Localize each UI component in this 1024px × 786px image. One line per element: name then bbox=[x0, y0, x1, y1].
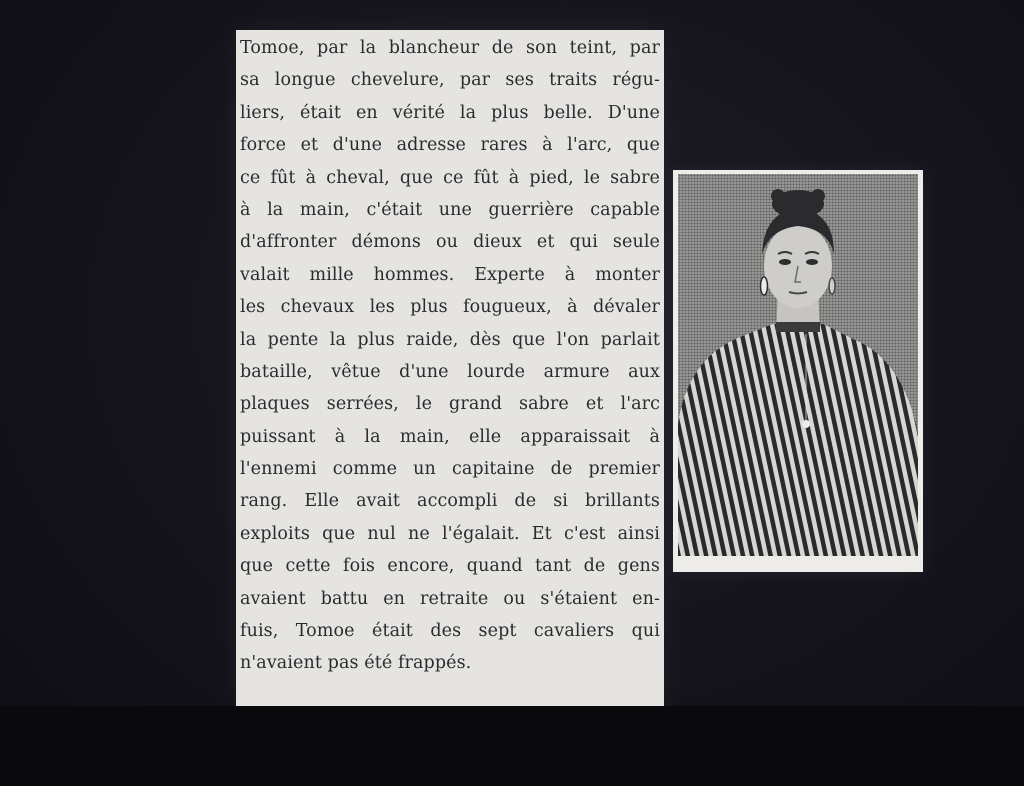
portrait-photo bbox=[678, 174, 918, 556]
text-line: avaient battu en retraite ou s'étaient en- bbox=[240, 588, 660, 609]
text-line: rang. Elle avait accompli de si brillants bbox=[240, 491, 660, 512]
text-line: sa longue chevelure, par ses traits régu- bbox=[240, 70, 660, 91]
text-line: d'affronter démons ou dieux et qui seule bbox=[240, 232, 660, 253]
text-line: force et d'une adresse rares à l'arc, que bbox=[240, 135, 660, 156]
text-line: que cette fois encore, quand tant de gens bbox=[240, 556, 660, 577]
text-line: l'ennemi comme un capitaine de premier bbox=[240, 459, 660, 480]
text-line: liers, était en vérité la plus belle. D'une bbox=[240, 102, 660, 123]
text-line: bataille, vêtue d'une lourde armure aux bbox=[240, 361, 660, 382]
text-line: Tomoe, par la blancheur de son teint, par bbox=[240, 38, 660, 58]
text-line: valait mille hommes. Experte à monter bbox=[240, 264, 660, 285]
portrait-illustration bbox=[678, 174, 918, 556]
text-line: fuis, Tomoe était des sept cavaliers qui bbox=[240, 621, 660, 642]
text-line: les chevaux les plus fougueux, à dévaler bbox=[240, 297, 660, 318]
text-line: à la main, c'était une guerrière capable bbox=[240, 199, 660, 220]
text-line: n'avaient pas été frappés. bbox=[240, 653, 472, 674]
text-line: puissant à la main, elle apparaissait à bbox=[240, 426, 660, 447]
text-line: ce fût à cheval, que ce fût à pied, le sabre bbox=[240, 167, 660, 188]
text-line: plaques serrées, le grand sabre et l'arc bbox=[240, 394, 660, 415]
text-panel bbox=[236, 30, 664, 707]
floor bbox=[0, 706, 1024, 786]
photo-frame bbox=[673, 170, 923, 572]
text-line: exploits que nul ne l'égalait. Et c'est ainsi bbox=[240, 523, 660, 544]
text-line: la pente la plus raide, dès que l'on parlait bbox=[240, 329, 660, 350]
